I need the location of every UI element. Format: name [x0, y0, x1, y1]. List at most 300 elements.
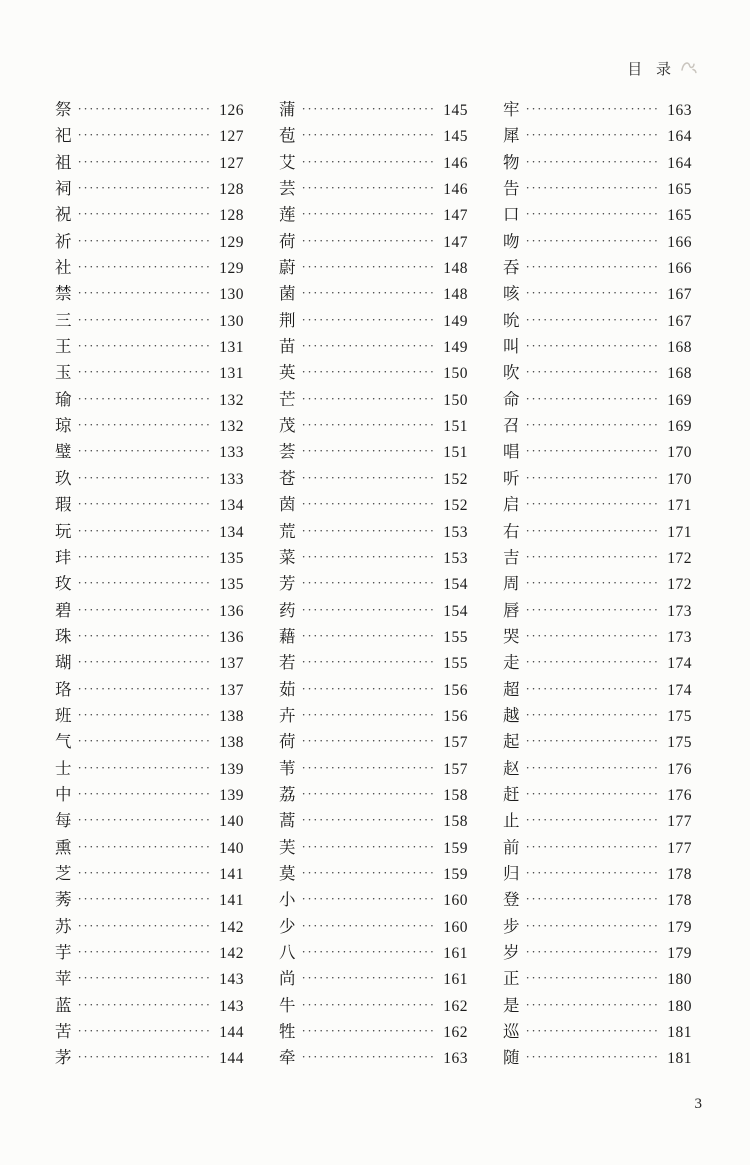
dot-leader: [302, 280, 438, 306]
entry-character: 少: [279, 916, 296, 936]
entry-character: 超: [503, 679, 520, 699]
entry-page-number: 141: [219, 892, 244, 910]
entry-page-number: 174: [667, 681, 692, 699]
toc-entry: [279, 729, 468, 755]
page-title: 目 录: [627, 62, 676, 78]
entry-character: 瑜: [55, 389, 72, 409]
entry-page-number: 138: [219, 734, 244, 752]
entry-character: 犀: [503, 126, 520, 146]
entry-page-number: 131: [219, 339, 244, 357]
entry-character: 王: [55, 337, 72, 357]
dot-leader: [526, 781, 662, 807]
entry-character: 荟: [279, 442, 296, 462]
entry-character: 士: [55, 758, 72, 778]
entry-character: 芙: [279, 837, 296, 857]
dot-leader: [526, 333, 662, 359]
dot-leader: [78, 333, 214, 359]
entry-character: 赵: [503, 758, 520, 778]
entry-page-number: 148: [443, 286, 468, 304]
toc-entry: [503, 123, 692, 149]
dot-leader: [302, 228, 438, 254]
dot-leader: [78, 860, 214, 886]
toc-entry: [503, 1019, 692, 1045]
toc-entry: [55, 914, 244, 940]
dot-leader: [302, 96, 438, 122]
entry-character: 芋: [55, 943, 72, 962]
toc-entry: [503, 782, 692, 808]
entry-page-number: 154: [443, 602, 468, 620]
entry-page-number: 163: [667, 102, 692, 119]
dot-leader: [78, 254, 214, 280]
dot-leader: [526, 1044, 662, 1070]
toc-entry: [503, 334, 692, 360]
entry-page-number: 174: [667, 655, 692, 673]
entry-character: 三: [55, 310, 72, 330]
toc-entry: [55, 439, 244, 465]
entry-page-number: 147: [443, 233, 468, 251]
entry-character: 卉: [279, 705, 296, 725]
toc-entry: [279, 202, 468, 228]
dot-leader: [302, 359, 438, 385]
toc-entry: [55, 334, 244, 360]
dot-leader: [78, 465, 214, 491]
dot-leader: [526, 149, 662, 175]
entry-character: 前: [503, 837, 520, 857]
toc-entry: [279, 123, 468, 149]
entry-page-number: 162: [443, 997, 468, 1015]
entry-page-number: 132: [219, 418, 244, 436]
entry-page-number: 156: [443, 707, 468, 725]
toc-entry: [503, 677, 692, 703]
toc-entry: [55, 598, 244, 624]
dot-leader: [302, 834, 438, 860]
toc-entry: [279, 993, 468, 1019]
dot-leader: [526, 860, 662, 886]
dot-leader: [526, 623, 662, 649]
page-header: [627, 58, 698, 79]
entry-page-number: 175: [667, 707, 692, 725]
entry-character: 玫: [55, 574, 72, 594]
toc-entry: [279, 782, 468, 808]
entry-page-number: 165: [667, 207, 692, 225]
toc-entry: [55, 966, 244, 992]
entry-character: 叫: [503, 337, 520, 357]
dot-leader: [78, 781, 214, 807]
entry-page-number: 161: [443, 945, 468, 962]
toc-entry: [279, 624, 468, 650]
entry-page-number: 164: [667, 128, 692, 146]
toc-entry: [503, 255, 692, 281]
entry-page-number: 132: [219, 391, 244, 409]
entry-character: 禁: [55, 284, 72, 304]
entry-character: 蓝: [55, 995, 72, 1015]
toc-entry: [55, 650, 244, 676]
toc-entry: [503, 887, 692, 913]
entry-character: 荔: [279, 784, 296, 804]
entry-character: 莠: [55, 890, 72, 910]
toc-entry: [503, 281, 692, 307]
toc-entry: [279, 466, 468, 492]
dot-leader: [302, 623, 438, 649]
toc-entry: [55, 150, 244, 176]
dot-leader: [526, 702, 662, 728]
toc-entry: [55, 281, 244, 307]
dot-leader: [78, 886, 214, 912]
toc-entry: [503, 202, 692, 228]
entry-character: 祈: [55, 231, 72, 251]
toc-entry: [55, 756, 244, 782]
entry-page-number: 133: [219, 470, 244, 488]
toc-entry: [279, 1019, 468, 1045]
entry-character: 听: [503, 468, 520, 488]
entry-page-number: 153: [443, 549, 468, 567]
entry-character: 苗: [279, 337, 296, 357]
entry-page-number: 172: [667, 549, 692, 567]
entry-character: 熏: [55, 837, 72, 857]
entry-character: 芸: [279, 179, 296, 199]
dot-leader: [78, 280, 214, 306]
entry-page-number: 139: [219, 786, 244, 804]
toc-entry: [55, 940, 244, 966]
dot-leader: [526, 175, 662, 201]
entry-page-number: 138: [219, 707, 244, 725]
entry-page-number: 160: [443, 918, 468, 936]
toc-entry: [55, 1019, 244, 1045]
toc-column-1: [55, 97, 244, 1072]
dot-leader: [302, 676, 438, 702]
toc-entry: [279, 176, 468, 202]
entry-character: 琼: [55, 416, 72, 436]
dot-leader: [302, 254, 438, 280]
entry-page-number: 153: [443, 523, 468, 541]
entry-character: 芝: [55, 863, 72, 883]
dot-leader: [78, 228, 214, 254]
toc-entry: [503, 835, 692, 861]
entry-page-number: 146: [443, 181, 468, 199]
entry-page-number: 161: [443, 971, 468, 989]
entry-character: 荒: [279, 521, 296, 541]
entry-character: 物: [503, 152, 520, 172]
toc-entry: [503, 756, 692, 782]
entry-character: 归: [503, 863, 520, 883]
entry-page-number: 155: [443, 628, 468, 646]
entry-character: 茵: [279, 495, 296, 515]
toc-entry: [55, 308, 244, 334]
toc-entry: [279, 1045, 468, 1071]
entry-character: 莲: [279, 205, 296, 225]
entry-page-number: 145: [443, 128, 468, 146]
entry-character: 越: [503, 705, 520, 725]
entry-character: 祭: [55, 100, 72, 119]
dot-leader: [78, 491, 214, 517]
toc-entry: [55, 466, 244, 492]
toc-entry: [503, 519, 692, 545]
entry-page-number: 172: [667, 576, 692, 594]
entry-page-number: 134: [219, 523, 244, 541]
entry-character: 唱: [503, 442, 520, 462]
dot-leader: [78, 570, 214, 596]
entry-page-number: 169: [667, 391, 692, 409]
entry-page-number: 129: [219, 260, 244, 278]
dot-leader: [302, 728, 438, 754]
dot-leader: [78, 702, 214, 728]
dot-leader: [302, 333, 438, 359]
dot-leader: [302, 307, 438, 333]
entry-page-number: 130: [219, 312, 244, 330]
entry-page-number: 142: [219, 918, 244, 936]
dot-leader: [302, 412, 438, 438]
dot-leader: [526, 939, 662, 965]
entry-page-number: 145: [443, 102, 468, 119]
dot-leader: [526, 544, 662, 570]
entry-page-number: 127: [219, 154, 244, 172]
entry-page-number: 179: [667, 945, 692, 962]
entry-character: 吹: [503, 363, 520, 383]
dot-leader: [78, 438, 214, 464]
entry-page-number: 136: [219, 602, 244, 620]
entry-character: 祖: [55, 152, 72, 172]
toc-entry: [279, 545, 468, 571]
entry-character: 咳: [503, 284, 520, 304]
entry-character: 命: [503, 389, 520, 409]
dot-leader: [302, 597, 438, 623]
entry-page-number: 166: [667, 233, 692, 251]
entry-character: 瑚: [55, 653, 72, 673]
dot-leader: [526, 254, 662, 280]
dot-leader: [526, 438, 662, 464]
entry-character: 牢: [503, 100, 520, 119]
dot-leader: [78, 386, 214, 412]
entry-character: 告: [503, 179, 520, 199]
entry-page-number: 140: [219, 813, 244, 831]
entry-character: 玖: [55, 468, 72, 488]
dot-leader: [78, 122, 214, 148]
dot-leader: [78, 649, 214, 675]
toc-entry: [279, 677, 468, 703]
entry-page-number: 151: [443, 444, 468, 462]
entry-character: 小: [279, 890, 296, 910]
dot-leader: [302, 886, 438, 912]
entry-character: 药: [279, 600, 296, 620]
toc-entry: [279, 255, 468, 281]
dot-leader: [526, 570, 662, 596]
toc-entry: [503, 413, 692, 439]
toc-entry: [279, 413, 468, 439]
entry-page-number: 166: [667, 260, 692, 278]
entry-character: 蔚: [279, 258, 296, 278]
toc-entry: [503, 966, 692, 992]
toc-entry: [279, 571, 468, 597]
toc-entry: [279, 387, 468, 413]
toc-entry: [55, 677, 244, 703]
dot-leader: [302, 201, 438, 227]
dot-leader: [526, 649, 662, 675]
entry-page-number: 177: [667, 839, 692, 857]
dot-leader: [302, 807, 438, 833]
dot-leader: [302, 860, 438, 886]
toc-entry: [279, 940, 468, 966]
dot-leader: [302, 965, 438, 991]
toc-entry: [503, 229, 692, 255]
entry-character: 召: [503, 416, 520, 436]
toc-entry: [279, 887, 468, 913]
entry-character: 荆: [279, 310, 296, 330]
dot-leader: [302, 755, 438, 781]
toc-entry: [55, 808, 244, 834]
toc-entry: [503, 703, 692, 729]
toc-entry: [279, 703, 468, 729]
entry-page-number: 169: [667, 418, 692, 436]
toc-entry: [55, 729, 244, 755]
entry-character: 茂: [279, 416, 296, 436]
entry-page-number: 168: [667, 339, 692, 357]
toc-entry: [55, 703, 244, 729]
toc-entry: [55, 229, 244, 255]
dot-leader: [526, 307, 662, 333]
entry-character: 气: [55, 732, 72, 752]
entry-character: 赶: [503, 784, 520, 804]
dot-leader: [526, 597, 662, 623]
toc-entry: [279, 360, 468, 386]
entry-page-number: 180: [667, 971, 692, 989]
entry-character: 每: [55, 811, 72, 831]
entry-character: 牵: [279, 1048, 296, 1068]
dot-leader: [78, 149, 214, 175]
entry-page-number: 171: [667, 523, 692, 541]
dot-leader: [526, 122, 662, 148]
entry-page-number: 143: [219, 997, 244, 1015]
entry-character: 珞: [55, 679, 72, 699]
entry-page-number: 158: [443, 786, 468, 804]
entry-page-number: 126: [219, 102, 244, 119]
entry-page-number: 148: [443, 260, 468, 278]
toc-entry: [55, 492, 244, 518]
dot-leader: [302, 1044, 438, 1070]
dot-leader: [526, 913, 662, 939]
entry-character: 启: [503, 495, 520, 515]
entry-page-number: 178: [667, 892, 692, 910]
toc-entry: [503, 439, 692, 465]
entry-character: 茹: [279, 679, 296, 699]
toc-entry: [503, 598, 692, 624]
entry-page-number: 168: [667, 365, 692, 383]
entry-page-number: 140: [219, 839, 244, 857]
toc-entry: [279, 281, 468, 307]
dot-leader: [302, 913, 438, 939]
toc-columns: [55, 97, 692, 1072]
dot-leader: [302, 1018, 438, 1044]
entry-page-number: 137: [219, 681, 244, 699]
entry-character: 艾: [279, 152, 296, 172]
entry-page-number: 149: [443, 312, 468, 330]
entry-character: 右: [503, 521, 520, 541]
entry-page-number: 142: [219, 945, 244, 962]
entry-page-number: 160: [443, 892, 468, 910]
entry-character: 岁: [503, 943, 520, 962]
entry-page-number: 154: [443, 576, 468, 594]
toc-entry: [279, 334, 468, 360]
toc-entry: [55, 782, 244, 808]
entry-character: 是: [503, 995, 520, 1015]
entry-page-number: 165: [667, 181, 692, 199]
entry-page-number: 173: [667, 628, 692, 646]
toc-entry: [503, 914, 692, 940]
entry-page-number: 144: [219, 1050, 244, 1068]
toc-entry: [503, 650, 692, 676]
entry-page-number: 171: [667, 497, 692, 515]
entry-page-number: 162: [443, 1024, 468, 1042]
dot-leader: [526, 965, 662, 991]
dot-leader: [78, 965, 214, 991]
entry-page-number: 179: [667, 918, 692, 936]
entry-page-number: 133: [219, 444, 244, 462]
entry-page-number: 139: [219, 760, 244, 778]
entry-character: 牲: [279, 1022, 296, 1042]
toc-entry: [279, 861, 468, 887]
dot-leader: [78, 201, 214, 227]
entry-character: 吻: [503, 231, 520, 251]
entry-page-number: 176: [667, 760, 692, 778]
entry-character: 走: [503, 653, 520, 673]
entry-character: 吞: [503, 258, 520, 278]
toc-entry: [503, 571, 692, 597]
entry-character: 祠: [55, 179, 72, 199]
toc-entry: [503, 97, 692, 123]
entry-page-number: 157: [443, 760, 468, 778]
entry-character: 芳: [279, 574, 296, 594]
dot-leader: [78, 728, 214, 754]
entry-page-number: 180: [667, 997, 692, 1015]
dot-leader: [526, 1018, 662, 1044]
dot-leader: [78, 544, 214, 570]
toc-entry: [279, 150, 468, 176]
entry-page-number: 127: [219, 128, 244, 146]
entry-character: 苞: [279, 126, 296, 146]
toc-entry: [503, 1045, 692, 1071]
entry-page-number: 129: [219, 233, 244, 251]
dot-leader: [78, 1044, 214, 1070]
toc-entry: [503, 387, 692, 413]
entry-character: 哭: [503, 626, 520, 646]
toc-entry: [55, 545, 244, 571]
dot-leader: [78, 623, 214, 649]
entry-character: 荷: [279, 231, 296, 251]
dot-leader: [78, 913, 214, 939]
entry-character: 祝: [55, 205, 72, 225]
dot-leader: [302, 570, 438, 596]
entry-character: 莫: [279, 863, 296, 883]
dot-leader: [78, 939, 214, 965]
entry-character: 玤: [55, 547, 72, 567]
toc-column-3: [503, 97, 692, 1072]
entry-page-number: 151: [443, 418, 468, 436]
entry-page-number: 178: [667, 865, 692, 883]
toc-entry: [55, 1045, 244, 1071]
toc-entry: [279, 308, 468, 334]
entry-page-number: 144: [219, 1024, 244, 1042]
entry-character: 荷: [279, 732, 296, 752]
dot-leader: [302, 544, 438, 570]
toc-column-2: [279, 97, 468, 1072]
entry-page-number: 170: [667, 444, 692, 462]
dot-leader: [526, 834, 662, 860]
entry-page-number: 135: [219, 549, 244, 567]
entry-page-number: 156: [443, 681, 468, 699]
dot-leader: [526, 201, 662, 227]
entry-character: 吮: [503, 310, 520, 330]
dot-leader: [78, 834, 214, 860]
toc-entry: [503, 308, 692, 334]
